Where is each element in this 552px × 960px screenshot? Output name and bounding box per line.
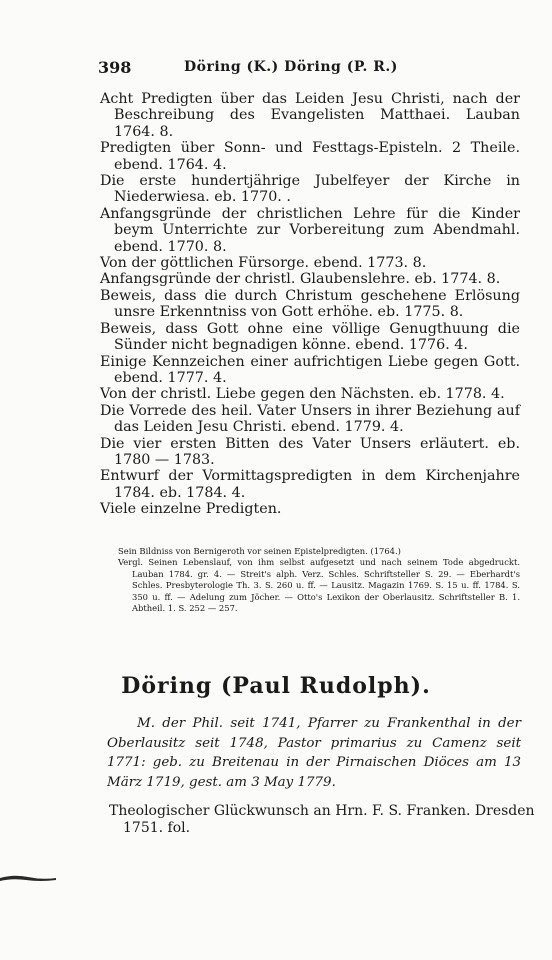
page-number: 398 bbox=[98, 58, 132, 77]
bibliography-entry: Anfangsgründe der christl. Glaubenslehre. eb. 1774. 8. bbox=[100, 271, 501, 288]
bibliography-entry: Von der göttlichen Fürsorge. ebend. 1773. 8. bbox=[100, 255, 427, 272]
bibliography-entry: Anfangsgründe der christlichen Lehre für die Kinder beym Unterrichte zur Vorbereitung zum Abendmahl. ebend. 1770. 8. bbox=[100, 205, 520, 255]
bibliography-entry: Beweis, dass Gott ohne eine völlige Genugthuung die Sünder nicht begnadigen könne. ebend. 1776. 4. bbox=[100, 320, 520, 354]
bibliography-entry: Beweis, dass die durch Christum geschehene Erlösung unsre Erkenntniss von Gott erhöhe. eb. 1775. 8. bbox=[100, 287, 520, 321]
scan-margin-mark bbox=[0, 872, 56, 884]
bibliography-entry: Viele einzelne Predigten. bbox=[100, 501, 282, 518]
portrait-note: Sein Bildniss von Bernigeroth vor seinen Epistelpredigten. (1764.) bbox=[118, 546, 401, 556]
bibliography-entry: Entwurf der Vormittagspredigten in dem Kirchenjahre 1784. eb. 1784. 4. bbox=[100, 468, 520, 501]
publication-entry: Theologischer Glückwunsch an Hrn. F. S. Franken. Dresden 1751. fol. bbox=[109, 803, 535, 837]
bibliography-entry: Acht Predigten über das Leiden Jesu Christi, nach der Beschreibung des Evangelisten Matthaei. Lauban 1764. 8. bbox=[100, 91, 520, 140]
bibliography-list bbox=[100, 91, 520, 518]
bibliography-entry: Einige Kennzeichen einer aufrichtigen Liebe gegen Gott. ebend. 1777. 4. bbox=[100, 353, 520, 386]
footnotes bbox=[118, 546, 520, 614]
section-heading: Döring (Paul Rudolph). bbox=[121, 673, 431, 699]
references-note: Vergl. Seinen Lebenslauf, von ihm selbst aufgesetzt und nach seinem Tode abgedruckt. Lauban 1784. gr. 4. — Streit's alph. Verz. Schles. Schriftsteller S. 29. — Eberhardt's Schles. Presbyterologie Th. 3. S. 260 u. ff. — Lausitz. Magazin 1769. S. 15 u. ff. 1784. S. 350 u. ff. — Adelung zum Jöcher. — Otto's Lexikon der Oberlausitz. Schriftsteller B. 1. Abtheil. 1. S. 252 — 257. bbox=[118, 557, 520, 614]
bibliography-entry: Die Vorrede des heil. Vater Unsers in ihrer Beziehung auf das Leiden Jesu Christi. ebend. 1779. 4. bbox=[100, 402, 520, 436]
biography-paragraph: M. der Phil. seit 1741, Pfarrer zu Frankenthal in der Oberlausitz seit 1748, Pastor primarius zu Camenz seit 1771: geb. zu Breitenau in der Pirnaischen Diöces am 13 März 1719, gest. am 3 May 1779. bbox=[107, 716, 521, 790]
bibliography-entry: Die vier ersten Bitten des Vater Unsers erläutert. eb. 1780 — 1783. bbox=[100, 435, 520, 468]
bibliography-entry: Von der christl. Liebe gegen den Nächsten. eb. 1778. 4. bbox=[100, 386, 505, 403]
running-title: Döring (K.) Döring (P. R.) bbox=[184, 59, 398, 75]
bibliography-entry: Predigten über Sonn- und Festtags-Episteln. 2 Theile. ebend. 1764. 4. bbox=[100, 140, 520, 173]
bibliography-entry: Die erste hundertjährige Jubelfeyer der Kirche in Niederwiesa. eb. 1770. . bbox=[100, 173, 520, 206]
running-head bbox=[98, 58, 512, 80]
